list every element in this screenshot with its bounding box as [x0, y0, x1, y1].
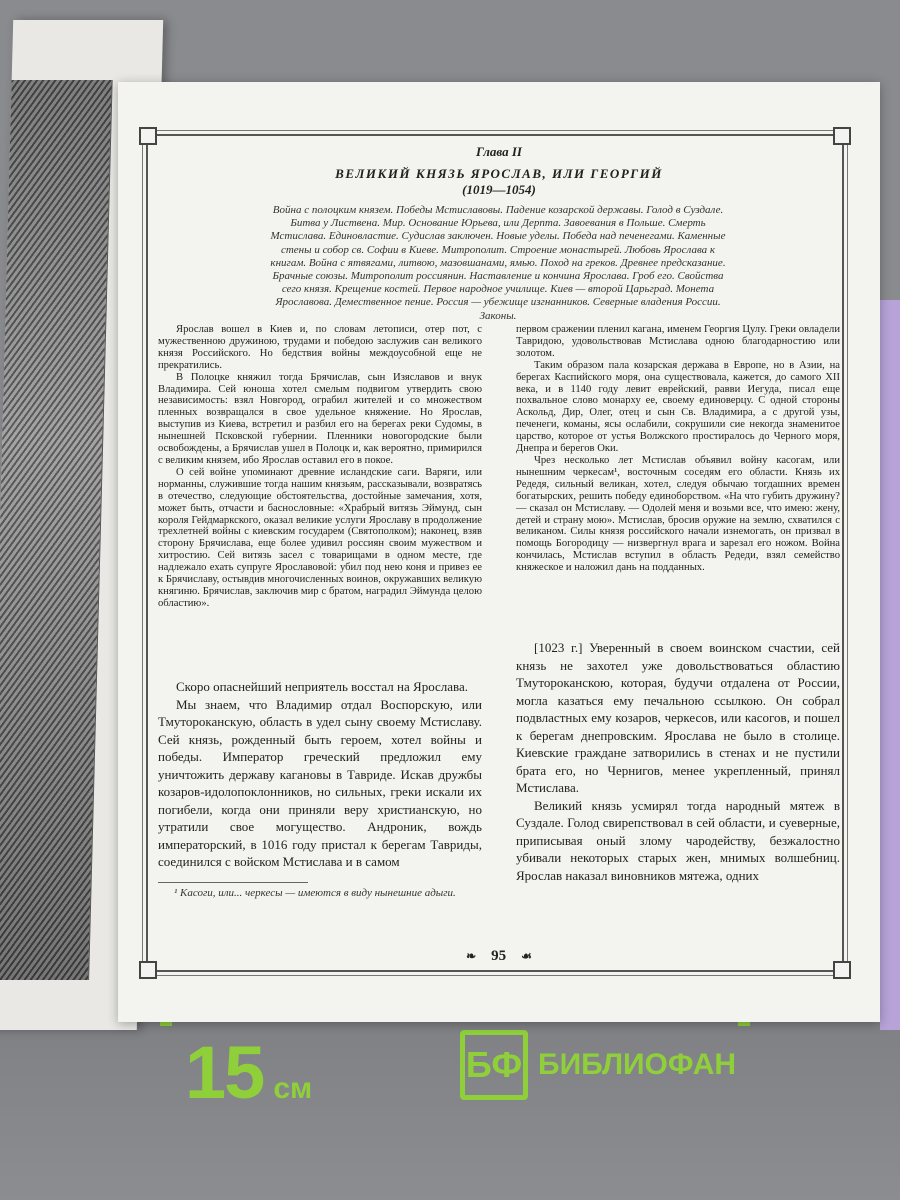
- right-text-column: [516, 324, 840, 883]
- book-cover-edge: [880, 300, 900, 1030]
- book-logo-icon: БФ: [460, 1030, 528, 1100]
- scale-number: 15: [185, 1031, 264, 1114]
- chapter-title: ВЕЛИКИЙ КНЯЗЬ ЯРОСЛАВ, ИЛИ ГЕОРГИЙ: [335, 166, 663, 181]
- chapter-years: (1019—1054): [462, 182, 536, 197]
- summary-line: Битва у Листвена. Мир. Основание Юрьева, или Дерпта. Завоевания в Польше. Смерть: [290, 217, 706, 230]
- mat-scale-label: [185, 1030, 312, 1115]
- footnote-divider: [158, 882, 308, 883]
- frame-corner-ornament: [833, 127, 851, 145]
- ornament-icon: ☙: [512, 949, 538, 963]
- summary-line: Законы.: [479, 309, 517, 322]
- paragraph: Ярослав вошел в Киев и, по словам летописи, отер пот, с мужественною дружиною, трудами и победою заслужив сан великого князя Российского. Но бедствия войны междоусобной еще не прекратились.: [158, 324, 482, 371]
- brand-name: БИБЛИОФАН: [538, 1048, 737, 1081]
- left-text-column: [158, 324, 482, 869]
- footnote: ¹ Касоги, или... черкесы — имеются в виду нынешние адыги.: [174, 887, 456, 899]
- summary-line: книгам. Война с ятвягами, литвою, мазовшанами, ямью. Поход на греков. Древнее предсказание.: [270, 256, 726, 269]
- engraving-illustration: [0, 80, 113, 980]
- page-number: 95: [485, 948, 512, 964]
- paragraph: Великий князь усмирял тогда народный мятеж в Суздале. Голод свирепствовал в сей области, и суеверные, приписывая оный злому чародейству, безжалостно убивали некоторых старых жен, мнимых волшебниц. Ярослав наказал виновников мятежа, одних: [516, 797, 840, 883]
- paragraph: О сей войне упоминают древние исландские саги. Варяги, или норманны, служившие тогда нашим князьям, рассказывали, возвратясь в отечество, следующие обстоятельства, достойные замечания, хотя, может быть, отчасти и баснословные: «Храбрый витязь Эймунд, сын короля Гейдмаркского, оказал великие услуги Ярославу в продолжение трехлетней войны с киевским государем (Святополком); наконец, взяв сторону Брячислава, еще более удивил россиян своим мужеством и хитростию. Сей витязь засел с товарищами в одном месте, где надлежало ехать супруге Ярославовой: убил под нею коня и привез ее к Брячиславу, остывдив многочисленных воинов, окружавших великую княгиню. Брячислав, заключив мир с братом, наградил Эймунда целою областию».: [158, 466, 482, 609]
- paragraph: В Полоцке княжил тогда Брячислав, сын Изяславов и внук Владимира. Сей юноша хотел смелым подвигом утвердить свою независимость: взял Новгород, ограбил жителей и со множеством пленных возвращался в свое удельное княжение. Но Ярослав, выступив из Киева, встретил и разбил его на берегах реки Судомы, в нынешней Псковской губернии. Пленники новогородские были освобождены, а Брячислав ушел в Полоцк и, как вероятно, примирился с великим князем, ибо Ярослав оставил его в покое.: [158, 371, 482, 466]
- summary-line: стены и собор св. Софии в Киеве. Митрополит. Строение монастырей. Любовь Ярослава к: [280, 243, 716, 256]
- right-column-continued: [516, 639, 840, 884]
- left-column-continued: [158, 678, 482, 871]
- paragraph: первом сражении пленил кагана, именем Георгия Цулу. Греки овладели Тавридою, удовольствовав Мстислава одною благодарностию или золотом.: [516, 324, 840, 359]
- chapter-heading: Глава II: [476, 144, 522, 159]
- paragraph: [1023 г.] Уверенный в своем воинском счастии, сей князь не захотел уже довольствоваться областию Тмутороканскою, которая, будучи отдалена от России, могла казаться ему печальною ссылкою. Он собрал подвластных ему козаров, черкесов, или касогов, и пошел к берегам днепровским. Ярослава не было в столице. Киевские граждане затворились в стенах и не пустили брата его, но Чернигов, менее укрепленный, принял Мстислава.: [516, 640, 840, 795]
- paragraph: Таким образом пала козарская держава в Европе, но в Азии, на берегах Каспийского моря, она существовала, кажется, до самого XII века, и в 1140 году левит еврейский, равви Иегуда, писал еще похвальное слово монарху ее, своему единоверцу. С одной стороны Аскольд, Дир, Олег, отец и сын Св. Владимира, а с другой узы, печенеги, команы, ясы ослабили, сокрушили сие некогда знаменитое царство, которое от устья Волжского простиралось до Черного моря, Днепра и берегов Оки.: [516, 359, 840, 455]
- summary-line: Война с полоцким князем. Победы Мстиславовы. Падение козарской державы. Голод в Суздале.: [272, 204, 724, 216]
- summary-line: Мстислава. Единовластие. Судислав заключен. Новые уделы. Победа над печенегами. Каменные: [270, 230, 726, 243]
- summary-line: сего князя. Крещение костей. Первое народное училище. Киев — второй Царьград. Монета: [281, 283, 715, 296]
- paragraph: Скоро опаснейший неприятель восстал на Ярослава.: [176, 679, 469, 694]
- paragraph: Чрез несколько лет Мстислав объявил войну касогам, или нынешним черкесам¹, восточным соседям его области. Князь их Редедя, сильный великан, хотел, следуя обычаю тогдашних времен богатырских, решить победу единоборством. «На что губить дружину? — сказал он Мстиславу. — Одолей меня и возьми все, что имею: жену, детей и страну мою». Мстислав, бросив оружие на землю, схватился с великаном. Силы князя российского начали изнемогать, он призвал в помощь Богородицу — низвергнул врага и зарезал его ножом. Война кончилась, Мстислав вступил в область Редеди, взял семейство княжеское и наложил дань на подданных.: [516, 454, 840, 574]
- cutting-mat: [0, 1010, 900, 1200]
- summary-line: Ярославова. Демественное пение. Россия — убежище изгнанников. Северные владения России.: [275, 296, 721, 309]
- paragraph: Мы знаем, что Владимир отдал Воспорскую, или Тмутороканскую, область в удел сыну своему Мстиславу. Сей князь, рожденный быть героем, хотел войны и победы. Император греческий предложил ему уничтожить державу кагановы в Тавриде. Искав дружбы козаров-идолопоклонников, но сильных, греки искали их погибели, когда они приняли веру христианскую, но утратили свое могущество. Андроник, вождь императорский, в 1016 году пристал к берегам Тавриды, соединился с войском Мстислава и в самом: [158, 696, 482, 869]
- frame-corner-ornament: [139, 127, 157, 145]
- chapter-summary: [178, 204, 818, 323]
- page-number-block: [118, 948, 880, 965]
- brand-logo: [460, 1030, 736, 1100]
- summary-line: Брачные союзы. Митрополит россиянин. Наставление и кончина Ярослава. Гроб его. Свойства: [272, 270, 724, 283]
- scale-unit: см: [273, 1072, 313, 1105]
- ornament-icon: ❧: [460, 949, 485, 963]
- book-page: [118, 82, 880, 1022]
